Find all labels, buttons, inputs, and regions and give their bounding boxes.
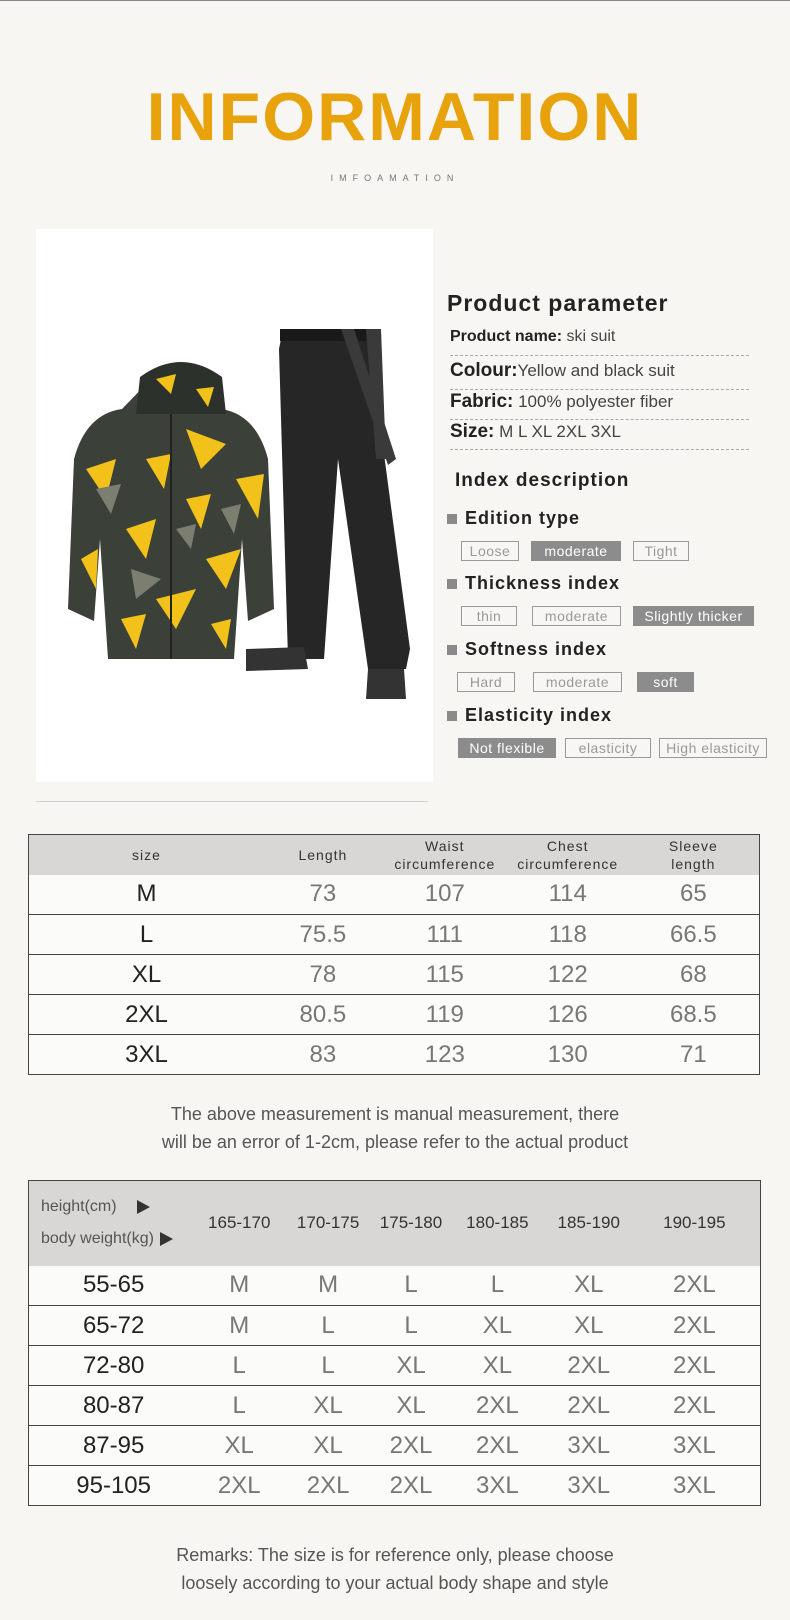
ski-suit-illustration bbox=[36, 229, 433, 782]
image-divider bbox=[36, 801, 428, 802]
softness-option-moderate: moderate bbox=[533, 672, 622, 692]
group-title: Edition type bbox=[465, 508, 580, 528]
param-key: Fabric: bbox=[450, 391, 514, 412]
size-chart-table bbox=[28, 834, 760, 1075]
param-row-size bbox=[450, 421, 749, 450]
softness-index-group bbox=[447, 639, 607, 660]
index-heading: Index description bbox=[455, 470, 630, 491]
arrow-right-icon bbox=[137, 1200, 150, 1214]
table-row: L 75.5 111 118 66.5 bbox=[29, 915, 760, 955]
product-image bbox=[36, 229, 433, 782]
edition-type-group bbox=[447, 508, 580, 529]
column-header: size bbox=[29, 835, 265, 875]
param-row-colour bbox=[450, 360, 749, 390]
elasticity-option-high-elasticity: High elasticity bbox=[659, 738, 767, 758]
table-row: 80-87 L XL XL 2XL 2XL 2XL bbox=[29, 1386, 761, 1426]
group-title: Softness index bbox=[465, 639, 608, 659]
bullet-square-icon bbox=[447, 711, 457, 721]
param-value: M L XL 2XL 3XL bbox=[494, 422, 621, 441]
elasticity-index-group bbox=[447, 705, 612, 726]
table-row: 3XL 83 123 130 71 bbox=[29, 1035, 760, 1075]
column-header: 170-175 bbox=[280, 1181, 376, 1266]
table-row: 2XL 80.5 119 126 68.5 bbox=[29, 995, 760, 1035]
param-value: Yellow and black suit bbox=[517, 361, 675, 380]
thickness-index-group bbox=[447, 573, 620, 594]
edition-option-moderate: moderate bbox=[531, 541, 621, 561]
arrow-right-icon bbox=[160, 1232, 173, 1246]
page-title: INFORMATION bbox=[146, 79, 644, 155]
bullet-square-icon bbox=[447, 514, 457, 524]
table-row: 55-65 M M L L XL 2XL bbox=[29, 1266, 761, 1306]
edition-option-loose: Loose bbox=[461, 541, 519, 561]
table-row: 87-95 XL XL 2XL 2XL 3XL 3XL bbox=[29, 1426, 761, 1466]
pants-illustration bbox=[246, 329, 410, 699]
column-header: 180-185 bbox=[446, 1181, 549, 1266]
thickness-option-thin: thin bbox=[461, 606, 517, 626]
parameters-heading: Product parameter bbox=[447, 290, 669, 316]
bullet-square-icon bbox=[447, 645, 457, 655]
measurement-note bbox=[0, 1100, 790, 1156]
jacket-illustration bbox=[68, 362, 274, 659]
column-header: 175-180 bbox=[376, 1181, 446, 1266]
column-header: Waist circumference bbox=[382, 835, 508, 875]
column-header: 165-170 bbox=[198, 1181, 280, 1266]
param-key: Size: bbox=[450, 421, 495, 442]
weight-label: body weight(kg) bbox=[41, 1230, 154, 1248]
note-line: loosely according to your actual body shape and style bbox=[181, 1573, 609, 1593]
table-row: M 73 107 114 65 bbox=[29, 875, 760, 915]
table-row: 95-105 2XL 2XL 2XL 3XL 3XL 3XL bbox=[29, 1466, 761, 1506]
product-parameters bbox=[447, 290, 777, 756]
table-row: 65-72 M L L XL XL 2XL bbox=[29, 1306, 761, 1346]
param-key: Colour: bbox=[450, 360, 518, 381]
note-line: will be an error of 1-2cm, please refer to the actual product bbox=[161, 1132, 629, 1152]
height-label: height(cm) bbox=[41, 1198, 117, 1216]
param-row-name bbox=[450, 328, 749, 356]
table-header-row bbox=[29, 1181, 761, 1266]
top-divider bbox=[0, 0, 790, 1]
page-subtitle: IMFOAMATION bbox=[330, 173, 460, 183]
table-row: 72-80 L L XL XL 2XL 2XL bbox=[29, 1346, 761, 1386]
note-line: Remarks: The size is for reference only, please choose bbox=[176, 1545, 614, 1565]
column-header: 190-195 bbox=[629, 1181, 761, 1266]
edition-option-tight: Tight bbox=[633, 541, 689, 561]
param-value: ski suit bbox=[562, 328, 616, 345]
column-header: Sleeve length bbox=[628, 835, 760, 875]
size-recommendation-table bbox=[28, 1180, 761, 1506]
group-title: Thickness index bbox=[465, 573, 621, 593]
note-line: The above measurement is manual measurement, there bbox=[170, 1104, 620, 1124]
remarks-note bbox=[0, 1541, 790, 1597]
param-row-fabric bbox=[450, 391, 749, 420]
thickness-option-moderate: moderate bbox=[532, 606, 621, 626]
group-title: Elasticity index bbox=[465, 705, 613, 725]
bullet-square-icon bbox=[447, 579, 457, 589]
elasticity-option-not-flexible: Not flexible bbox=[458, 738, 556, 758]
column-header: 185-190 bbox=[549, 1181, 629, 1266]
param-value: 100% polyester fiber bbox=[513, 392, 674, 411]
axis-labels-cell bbox=[29, 1181, 199, 1266]
table-header-row bbox=[29, 835, 760, 875]
elasticity-option-elasticity: elasticity bbox=[565, 738, 651, 758]
table-row: XL 78 115 122 68 bbox=[29, 955, 760, 995]
column-header: Chest circumference bbox=[508, 835, 628, 875]
thickness-option-slightly-thicker: Slightly thicker bbox=[633, 606, 754, 626]
column-header: Length bbox=[264, 835, 382, 875]
softness-option-hard: Hard bbox=[457, 672, 515, 692]
param-key: Product name: bbox=[450, 328, 563, 345]
softness-option-soft: soft bbox=[637, 672, 694, 692]
